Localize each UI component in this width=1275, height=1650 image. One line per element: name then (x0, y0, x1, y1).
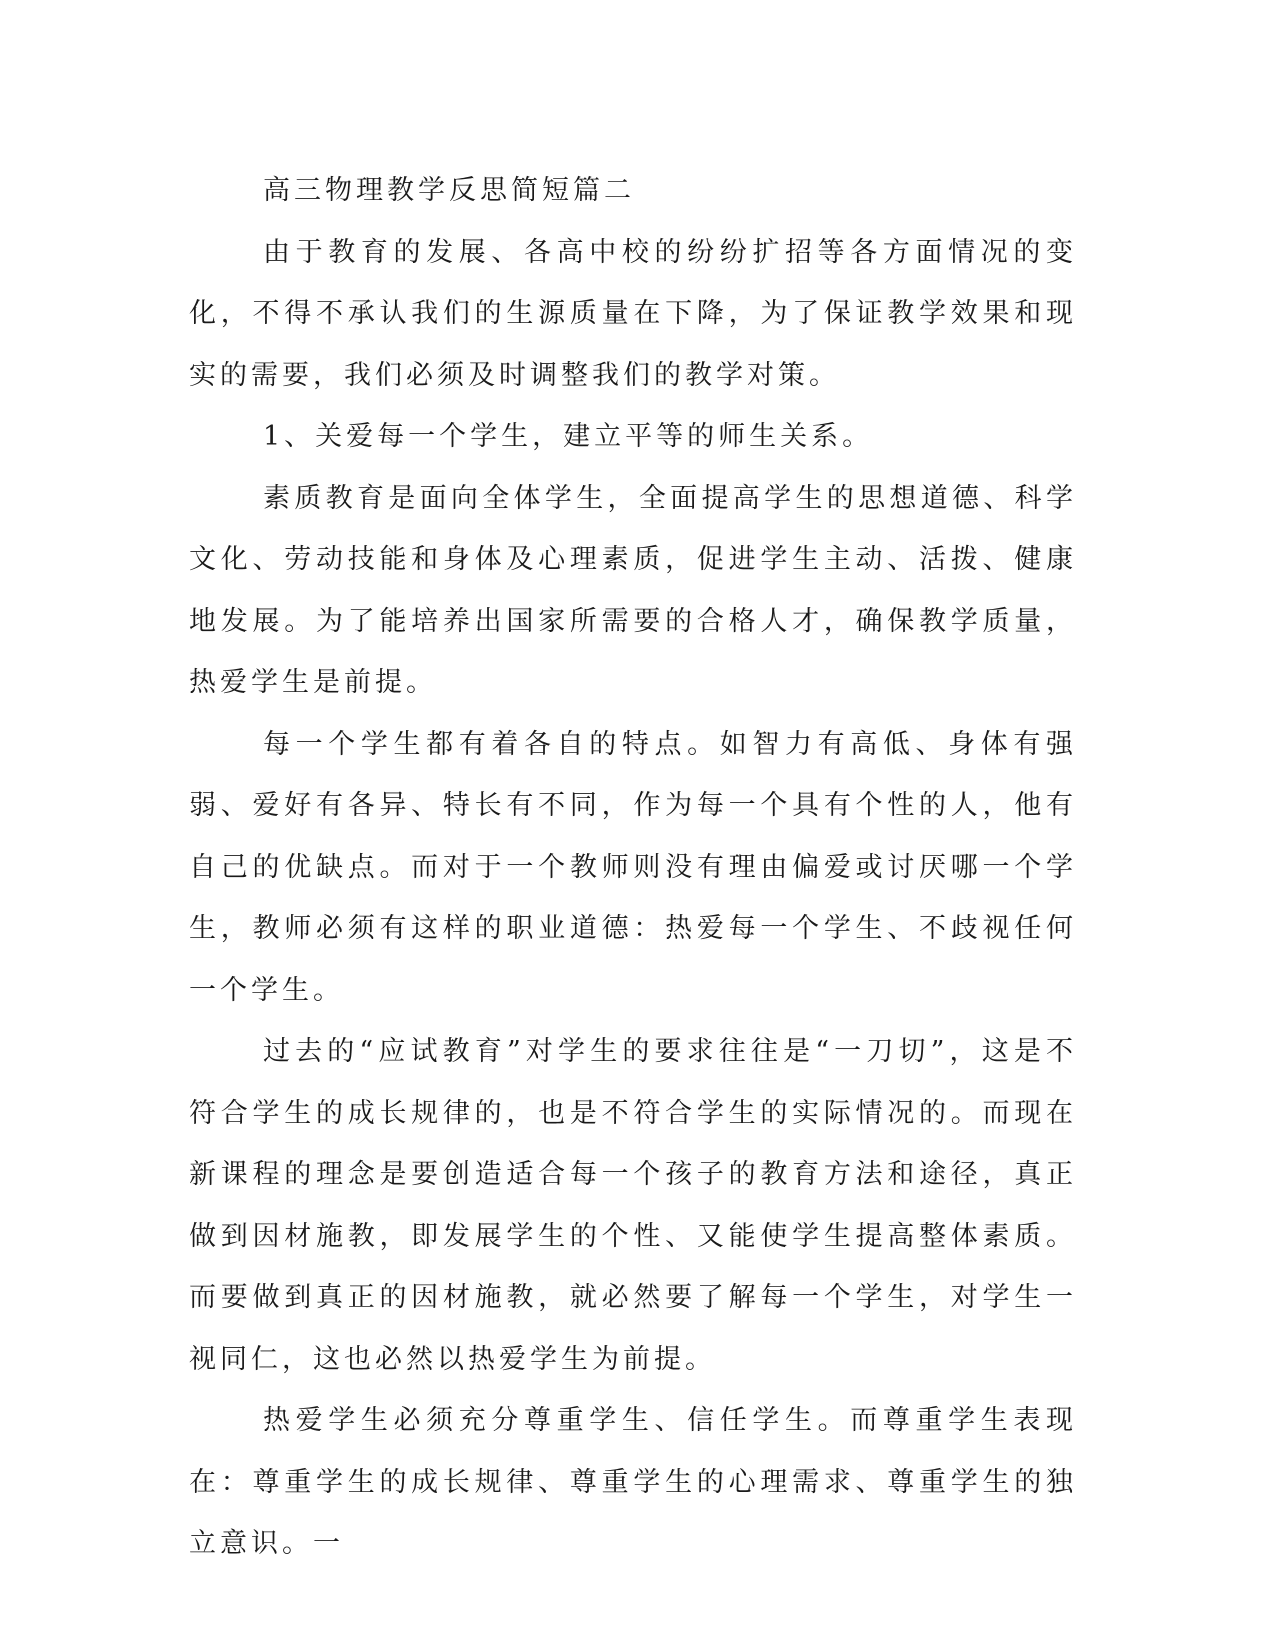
paragraph-quality-education: 素质教育是面向全体学生，全面提高学生的思想道德、科学文化、劳动技能和身体及心理素质，促进学生主动、活拨、健康地发展。为了能培养出国家所需要的合格人才，确保教学质量，热爱学生是前提。 (189, 482, 1077, 698)
document-body (189, 160, 1077, 1575)
paragraph-student-traits: 每一个学生都有着各自的特点。如智力有高低、身体有强弱、爱好有各异、特长有不同，作为每一个具有个性的人，他有自己的优缺点。而对于一个教师则没有理由偏爱或讨厌哪一个学生，教师必须有这样的职业道德：热爱每一个学生、不歧视任何一个学生。 (189, 728, 1077, 1006)
paragraph-respect-students: 热爱学生必须充分尊重学生、信任学生。而尊重学生表现在：尊重学生的成长规律、尊重学生的心理需求、尊重学生的独立意识。一 (189, 1405, 1077, 1559)
paragraph-exam-education: 过去的“应试教育”对学生的要求往往是“一刀切”，这是不符合学生的成长规律的，也是不符合学生的实际情况的。而现在新课程的理念是要创造适合每一个孩子的教育方法和途径，真正做到因材施教，即发展学生的个性、又能使学生提高整体素质。而要做到真正的因材施教，就必然要了解每一个学生，对学生一视同仁，这也必然以热爱学生为前提。 (189, 1036, 1077, 1375)
document-title: 高三物理教学反思简短篇二 (263, 175, 635, 206)
paragraph-intro: 由于教育的发展、各高中校的纷纷扩招等各方面情况的变化，不得不承认我们的生源质量在下降，为了保证教学效果和现实的需要，我们必须及时调整我们的教学对策。 (189, 236, 1077, 391)
paragraph-heading-1: 1、关爱每一个学生，建立平等的师生关系。 (263, 421, 874, 452)
